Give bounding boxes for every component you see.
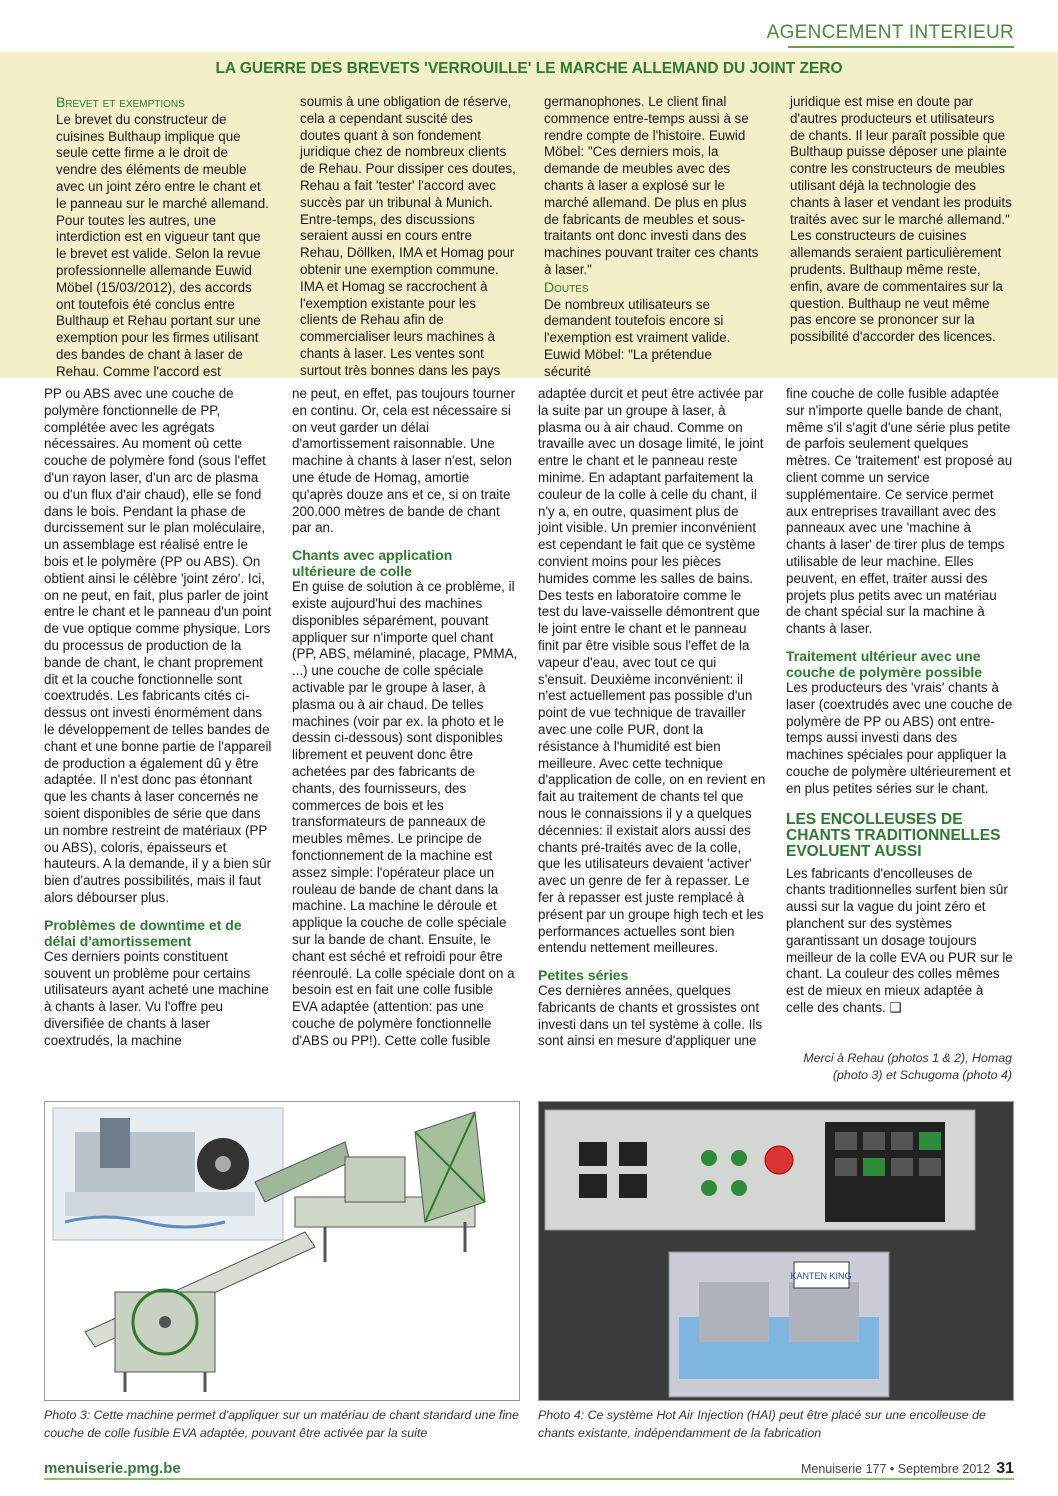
body-subheading: Problèmes de downtime et de délai d'amortissement — [44, 916, 242, 949]
box-headline: LA GUERRE DES BREVETS 'VERROUILLE' LE MARCHE ALLEMAND DU JOINT ZERO — [215, 60, 843, 77]
box-subheading: Brevet et exemptions — [56, 94, 185, 110]
body-subheading: Petites séries — [538, 967, 629, 984]
body-column-4 — [786, 386, 1014, 1017]
box-subheading: Doutes — [544, 278, 589, 295]
control-panel-photo — [539, 1102, 1013, 1400]
photo-4 — [538, 1101, 1014, 1401]
footer-website[interactable]: menuiserie.pmg.be — [44, 1460, 181, 1477]
body-column-3 — [538, 386, 766, 1050]
body-paragraph: Ces derniers points constituent souvent un problème pour certains utilisateurs ayant acheté une machine à chants à laser. Vu l'offre peu diversifiée de chants à laser coextrudés, la machine — [44, 948, 269, 1048]
box-column-4 — [790, 94, 1012, 346]
body-paragraph: En guise de solution à ce problème, il existe aujourd'hui des machines disponibles séparément, pouvant appliquer sur n'importe quel chant (PP, ABS, mélaminé, placage, PMMA, ...) une couche de colle spéciale activable par le groupe à laser, à plasma ou à air chaud. De telles machines (voir par ex. la photo et le dessin ci-dessous) sont disponibles librement et peuvent donc être achetées par des fabricants de chants, des fournisseurs, des commerces de bois et les transformateurs de panneaux de meubles mêmes. Le principe de fonctionnement de la machine est assez simple: l'opérateur place un rouleau de bande de chant dans la machine. La machine le déroule et applique la couche de colle spéciale sur la bande de chant. Ensuite, le chant est séché et refroidi pour être réenroulé. La colle spéciale dont on a besoin est en fait une colle fusible EVA adaptée (attention: pas une couche de polymère fonctionnelle d'ABS ou PP!). Cette colle fusible — [292, 579, 518, 1048]
box-paragraph: soumis à une obligation de réserve, cela a cependant suscité des doutes quant à son fondement juridique chez de nombreux clients de Rehau. Pour dissiper ces doutes, Rehau a fait 'tester' l'accord avec succès par un tribunal à Munich. Entre-temps, des discussions seraient aussi en cours entre Rehau, Döllken, IMA et Homag pour obtenir une exemption commune. IMA et Homag se raccrochent à l'exemption existante pour les clients de Rehau afin de commercialiser leurs machines à chants à laser. Les ventes sont surtout très bonnes dans les pays — [300, 94, 516, 378]
body-subheading: Chants avec application ultérieure de colle — [292, 547, 453, 580]
box-column-3 — [544, 94, 762, 381]
photo-3-caption: Photo 3: Cette machine permet d'appliquer sur un matériau de chant standard une fine couche de colle fusible EVA adaptée, pouvant être activée par la suite — [44, 1408, 519, 1440]
body-paragraph: adaptée durcit et peut être activée par la suite par un groupe à laser, à plasma ou à air chaud. Comme on travaille avec un dosage limité, le joint entre le chant et le panneau reste minime. En adaptant parfaitement la couleur de la colle à celle du chant, il n'y a, en outre, quasiment plus de joint visible. Un premier inconvénient est cependant le fait que ce système convient moins pour les pièces humides comme les salles de bains. Des tests en laboratoire comme le test du lave-vaisselle démontrent que le joint entre le chant et le panneau finit par être visible sous l'effet de la vapeur d'eau, avec tout ce qui s'ensuit. Deuxième inconvénient: il n'est actuellement pas possible d'un point de vue technique de travailler avec une colle PUR, dont la résistance à l'humidité est bien meilleure. Avec cette technique d'application de colle, on en revient en fait au traitement de chants tel que nous le connaissions il y a quelques décennies: il existait alors aussi des chants pré-traités avec de la colle, que les utilisateurs devaient 'activer' avec un genre de fer à repasser. Le fer à repasser est juste remplacé à présent par un groupe high tech et les performances actuelles sont bien entendu nettement meilleures. — [538, 386, 766, 956]
body-paragraph: fine couche de colle fusible adaptée sur n'importe quelle bande de chant, même s'il s'agit d'une série plus petite de parfois seulement quelques mètres. Ce 'traitement' est proposé au client comme un service supplémentaire. Ce service permet aux entreprises travaillant avec des panneaux avec une 'machine à chants à laser' de tirer plus de temps utilisable de leur machine. Elles peuvent, en effet, traiter aussi des projets plus petits avec un matériau de chant spécial sur la machine à chants à laser. — [786, 386, 1013, 637]
box-column-1 — [56, 94, 272, 381]
photo-3 — [44, 1101, 520, 1401]
body-heading: LES ENCOLLEUSES DE CHANTS TRADITIONNELLES EVOLUENT AUSSI — [786, 810, 1001, 860]
body-paragraph: Ces dernières années, quelques fabricants de chants et grossistes ont investi dans un tel système à colle. Ils sont ainsi en mesure d'appliquer une — [538, 983, 763, 1049]
section-title: AGENCEMENT INTERIEUR — [766, 22, 1014, 43]
footer-issue — [801, 1460, 1014, 1478]
box-paragraph: juridique est mise en doute par d'autres producteurs et utilisateurs de chants. Il leur paraît possible que Bulthaup puisse déposer une plainte contre les constructeurs de meubles utilisant déjà la technologie des chants à laser et vendant les produits traités avec sur le marché allemand." Les constructeurs de cuisines allemands seraient particulièrement prudents. Bulthaup même reste, enfin, avare de commentaires sur la question. Bulthaup ne veut même pas encore se prononcer sur la possibilité d'accorder des licences. — [790, 94, 1012, 345]
photo-4-caption: Photo 4: Ce système Hot Air Injection (HAI) peut être placé sur une encolleuse de chants existante, indépendamment de la fabrication — [538, 1408, 986, 1440]
body-paragraph: Les fabricants d'encolleuses de chants traditionnelles surfent bien sûr aussi sur la vague du joint zéro et planchent sur des systèmes garantissant un dosage toujours meilleur de la colle EVA ou PUR sur le chant. La couleur des colles mêmes est de mieux en mieux adaptée à celle des chants. ❑ — [786, 865, 1013, 1015]
page-number: 31 — [996, 1460, 1014, 1477]
machine-drawing — [45, 1102, 519, 1400]
box-paragraph: De nombreux utilisateurs se demandent toutefois encore si l'exemption est vraiment valide. Euwid Möbel: "La prétendue sécurité — [544, 296, 731, 379]
box-column-2 — [300, 94, 516, 380]
footer-issue-text: Menuiserie 177 • Septembre 2012 — [800, 1462, 991, 1476]
photo-credit: Merci à Rehau (photos 1 & 2), Homag (photo 3) et Schugoma (photo 4) — [803, 1051, 1012, 1082]
body-paragraph: PP ou ABS avec une couche de polymère fonctionnelle de PP, complétée avec les agrégats nécessaires. Au moment où cette couche de polymère fond (sous l'effet d'un rayon laser, d'un arc de plasma ou d'un flux d'air chaud), elle se fond dans le bois. Pendant la phase de durcissement sur le plan moléculaire, un assemblage est réalisé entre le bois et le polymère (PP ou ABS). On obtient ainsi le célèbre 'joint zéro'. Ici, on ne peut, en fait, plus parler de joint entre le chant et le panneau d'un point de vue optique comme physique. Lors du processus de production de la bande de chant, le chant proprement dit et la couche fonctionnelle sont coextrudés. Les fabricants cités ci-dessus ont investi énormément dans le développement de telles bandes de chant et une bonne partie de l'appareil de production a également dû y être adaptée. Il n'est donc pas étonnant que les chants à laser concernés ne soient disponibles de série que dans un nombre restreint de matériaux (PP ou ABS), coloris, épaisseurs et hauteurs. A la demande, il y a bien sûr bien d'autres possibilités, mais il faut alors débourser plus. — [44, 386, 272, 905]
footer-rule — [44, 1478, 1014, 1480]
body-paragraph: Les producteurs des 'vrais' chants à laser (coextrudés avec une couche de polymère de PP ou ABS) ont entre-temps aussi investi dans des machines spéciales pour appliquer la couche de polymère ultérieurement et en plus petites séries sur le chant. — [786, 679, 1013, 796]
box-paragraph: Le brevet du constructeur de cuisines Bulthaup implique que seule cette firme a le droit de vendre des éléments de meuble avec un joint zéro entre le chant et le panneau sur le marché allemand. Pour toutes les autres, une interdiction est en vigueur tant que le brevet est valide. Selon la revue professionnelle allemande Euwid Möbel (15/03/2012), des accords ont toutefois été conclus entre Bulthaup et Rehau portant sur une exemption pour les firmes utilisant des bandes de chant à laser de Rehau. Comme l'accord est — [56, 111, 269, 379]
body-column-2 — [292, 386, 518, 1049]
body-column-1 — [44, 386, 272, 1049]
body-subheading: Traitement ultérieur avec une couche de polymère possible — [786, 647, 983, 680]
section-rule — [788, 46, 1014, 48]
kanten-king-logo: KANTEN KING — [790, 1271, 852, 1281]
body-paragraph: ne peut, en effet, pas toujours tourner en continu. Or, cela est nécessaire si on veut garder un délai d'amortissement raisonnable. Une machine à chants à laser n'est, selon une étude de Homag, amortie qu'après douze ans et ce, si on traite 200.000 mètres de bande de chant par an. — [292, 386, 516, 536]
box-paragraph: germanophones. Le client final commence entre-temps aussi à se rendre compte de l'histoire. Euwid Möbel: "Ces derniers mois, la demande de meubles avec des chants à laser a explosé sur le marché allemand. De plus en plus de fabricants de meubles et sous-traitants ont donc investi dans des machines pouvant traiter ces chants à laser." — [544, 94, 759, 277]
